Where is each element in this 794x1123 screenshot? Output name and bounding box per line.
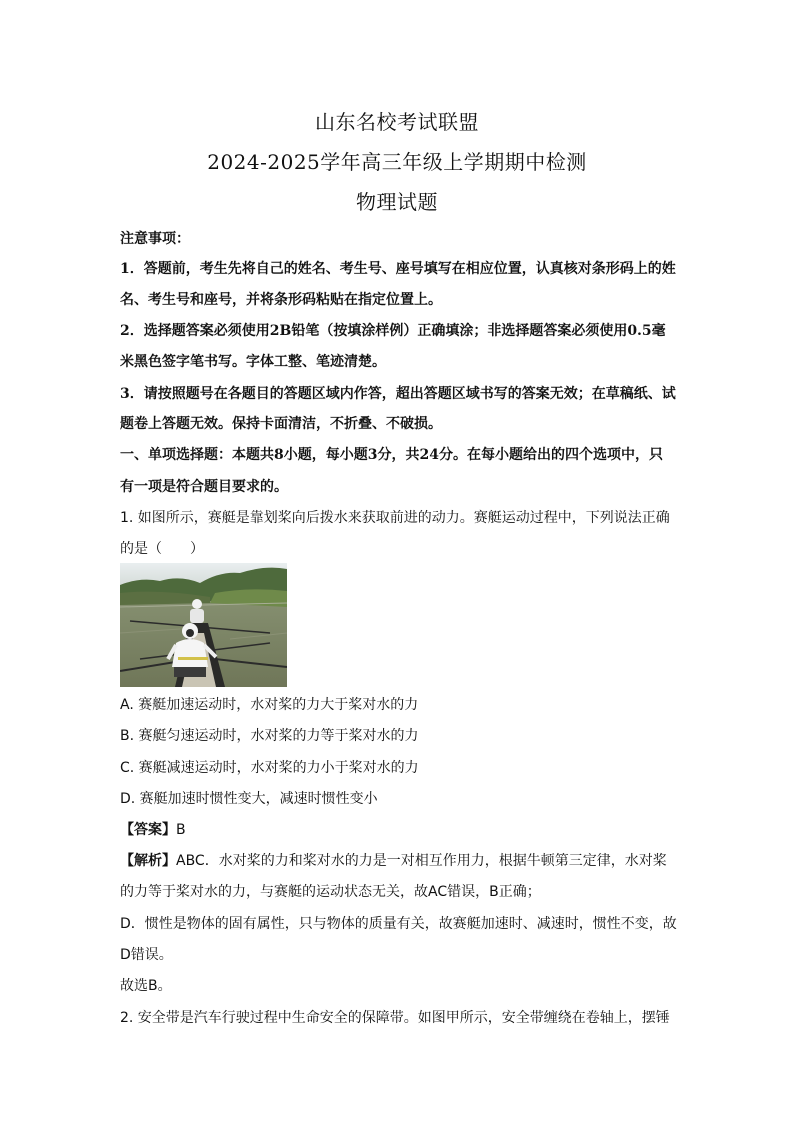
question-1-analysis-line-4: D错误。 <box>120 947 173 963</box>
question-1-analysis-line-2: 的力等于桨对水的力，与赛艇的运动状态无关，故AC错误，B正确； <box>120 884 541 900</box>
exam-title-organization: 山东名校考试联盟 <box>315 110 479 134</box>
note-2-line-2: 米黑色签字笔书写。字体工整、笔迹清楚。 <box>120 354 386 370</box>
note-1-line-1: 1．答题前，考生先将自己的姓名、考生号、座号填写在相应位置，认真核对条形码上的姓 <box>120 261 676 277</box>
answer-tag: 【答案】 <box>120 822 176 838</box>
question-1-option-d: D. 赛艇加速时惯性变大，减速时惯性变小 <box>120 791 378 807</box>
question-1-analysis-line-3: D．惯性是物体的固有属性，只与物体的质量有关，故赛艇加速时、减速时，惯性不变，故 <box>120 916 677 932</box>
question-1-stem: 1. 如图所示，赛艇是靠划桨向后拨水来获取前进的动力。赛艇运动过程中，下列说法正确 <box>120 510 670 526</box>
rowing-image-icon <box>120 563 287 687</box>
question-1-stem-cont: 的是（ ） <box>120 541 204 557</box>
question-1-analysis-line-1 <box>120 851 680 871</box>
section-1-heading-cont: 有一项是符合题目要求的。 <box>120 479 288 495</box>
section-1-heading: 一、单项选择题：本题共8小题，每小题3分，共24分。在每小题给出的四个选项中，只 <box>120 447 663 463</box>
notes-heading: 注意事项： <box>120 231 190 247</box>
question-1-option-c: C. 赛艇减速运动时，水对桨的力小于桨对水的力 <box>120 760 419 776</box>
analysis-tag: 【解析】 <box>120 853 176 869</box>
exam-title-subject: 物理试题 <box>356 190 438 214</box>
question-1-answer <box>120 820 680 840</box>
analysis-text-1: ABC．水对桨的力和桨对水的力是一对相互作用力，根据牛顿第三定律，水对桨 <box>176 853 667 869</box>
note-2-line-1: 2．选择题答案必须使用2B铅笔（按填涂样例）正确填涂；非选择题答案必须使用0.5毫 <box>120 323 666 339</box>
question-1-option-a: A. 赛艇加速运动时，水对桨的力大于桨对水的力 <box>120 697 419 713</box>
rowing-photo <box>120 563 287 687</box>
note-3-line-1: 3．请按照题号在各题目的答题区域内作答，超出答题区域书写的答案无效；在草稿纸、试 <box>120 386 676 402</box>
answer-value: B <box>176 822 186 838</box>
exam-title-term: 2024-2025学年高三年级上学期期中检测 <box>207 150 587 174</box>
question-1-conclusion: 故选B。 <box>120 978 172 994</box>
question-1-option-b: B. 赛艇匀速运动时，水对桨的力等于桨对水的力 <box>120 728 419 744</box>
note-1-line-2: 名、考生号和座号，并将条形码粘贴在指定位置上。 <box>120 292 442 308</box>
note-3-line-2: 题卷上答题无效。保持卡面清洁，不折叠、不破损。 <box>120 416 442 432</box>
question-2-stem: 2. 安全带是汽车行驶过程中生命安全的保障带。如图甲所示，安全带缠绕在卷轴上，摆锤 <box>120 1010 670 1026</box>
